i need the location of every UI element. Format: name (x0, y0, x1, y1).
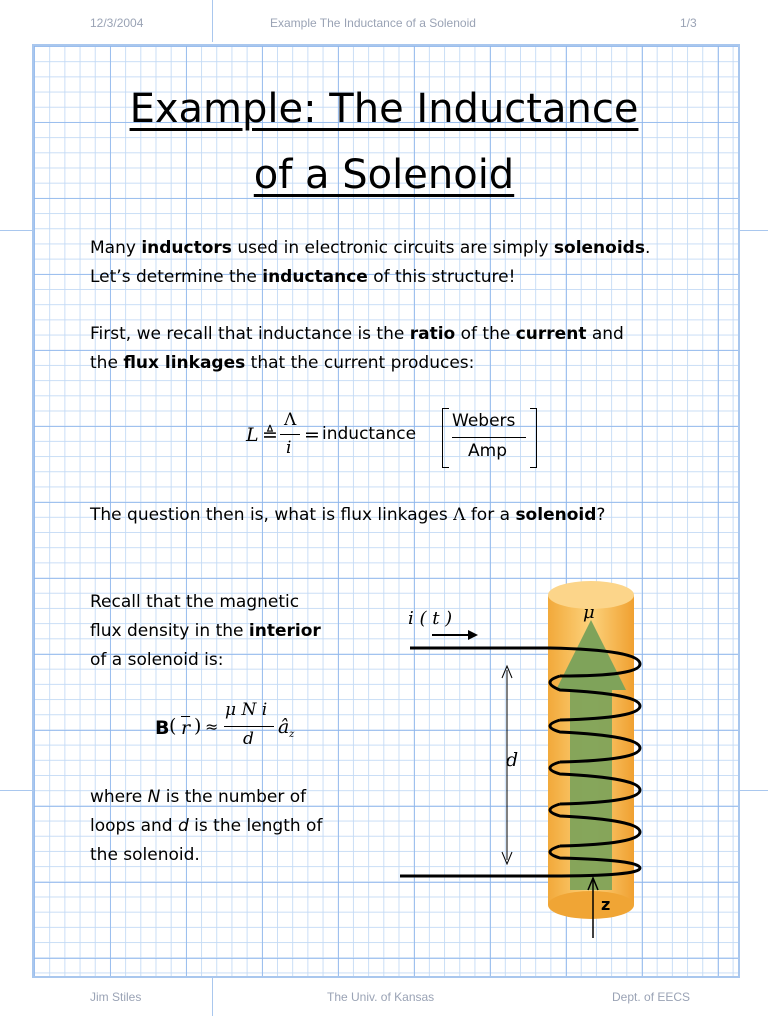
eq-numerator: μ N i (225, 700, 268, 720)
header-date: 12/3/2004 (90, 16, 144, 30)
header-page: 1/3 (680, 16, 697, 30)
question-paragraph (90, 501, 605, 530)
term-inductance: inductance (262, 267, 368, 287)
text: is the number of (160, 787, 307, 807)
unit-fraction-bar (452, 437, 526, 438)
margin-tick (736, 790, 768, 791)
var-d: d (177, 816, 189, 836)
paren-open: ( (169, 715, 177, 737)
margin-tick (736, 230, 768, 231)
var-N: N (147, 787, 161, 807)
eq-approx: ≈ (205, 717, 219, 736)
text: and (586, 324, 624, 344)
fraction-bar (280, 434, 300, 435)
text: Recall that the magnetic (90, 592, 300, 612)
recall-paragraph (90, 320, 624, 378)
term-flux-linkages: flux linkages (123, 353, 246, 373)
bracket-right (530, 408, 537, 468)
text: of the (455, 324, 516, 344)
text: is the length of (188, 816, 323, 836)
bracket-left (442, 408, 449, 468)
length-label: d (506, 749, 519, 771)
definitions-paragraph (90, 783, 322, 870)
text: used in electronic circuits are simply (231, 238, 554, 258)
solenoid-figure (390, 580, 680, 945)
term-current: current (515, 324, 587, 344)
unit-webers: Webers (452, 411, 516, 431)
page-header (0, 16, 768, 36)
text: ? (596, 505, 606, 525)
term-ratio: ratio (409, 324, 456, 344)
text: Let’s determine the (90, 267, 263, 287)
eq-d: d (243, 729, 254, 749)
page-footer (0, 990, 768, 1010)
footer-author: Jim Stiles (90, 990, 142, 1004)
page-title-2: of a Solenoid (253, 152, 515, 198)
text: Many (90, 238, 142, 258)
text: The question then is, what is flux linkages (90, 505, 454, 525)
eq-unit-vector: â (278, 716, 290, 738)
term-inductors: inductors (141, 238, 232, 258)
text: for a (465, 505, 516, 525)
core-bottom (548, 891, 634, 919)
page-title: Example: The Inductance (129, 86, 639, 132)
eq-r: $\overline{r}$ (181, 717, 191, 739)
text: the solenoid. (90, 845, 200, 865)
term-solenoid: solenoid (515, 505, 597, 525)
permeability-label: μ (583, 602, 595, 623)
fraction-bar (224, 726, 274, 727)
text: of this structure! (367, 267, 516, 287)
text: loops and (90, 816, 178, 836)
eq-lambda: Λ (284, 410, 297, 430)
eq-word-inductance: inductance (322, 424, 417, 444)
eq-subscript: z (289, 729, 295, 740)
flux-density-paragraph (90, 588, 321, 675)
eq-L: L (246, 424, 259, 446)
text: that the current produces: (245, 353, 475, 373)
eq-B: B (155, 717, 170, 739)
current-label: i ( t ) (408, 608, 453, 629)
margin-tick (0, 790, 32, 791)
text: First, we recall that inductance is the (90, 324, 410, 344)
eq-i: i (286, 438, 292, 458)
header-title: Example The Inductance of a Solenoid (270, 16, 476, 30)
text: where (90, 787, 148, 807)
text: of a solenoid is: (90, 650, 224, 670)
term-solenoids: solenoids (553, 238, 645, 258)
eq-equals: = (304, 424, 320, 446)
symbol-lambda: Λ (453, 505, 466, 525)
current-arrowhead (468, 630, 478, 640)
footer-dept: Dept. of EECS (612, 990, 691, 1004)
header-divider (212, 0, 213, 42)
text: . (644, 238, 651, 258)
text: the (90, 353, 124, 373)
eq-def: ≜ (262, 424, 278, 446)
paren-close: ) (194, 715, 202, 737)
margin-tick (0, 230, 32, 231)
text: flux density in the (90, 621, 249, 641)
intro-paragraph (90, 234, 650, 292)
z-axis-label: z (601, 895, 611, 914)
unit-amp: Amp (468, 441, 507, 461)
footer-university: The Univ. of Kansas (327, 990, 435, 1004)
term-interior: interior (248, 621, 321, 641)
